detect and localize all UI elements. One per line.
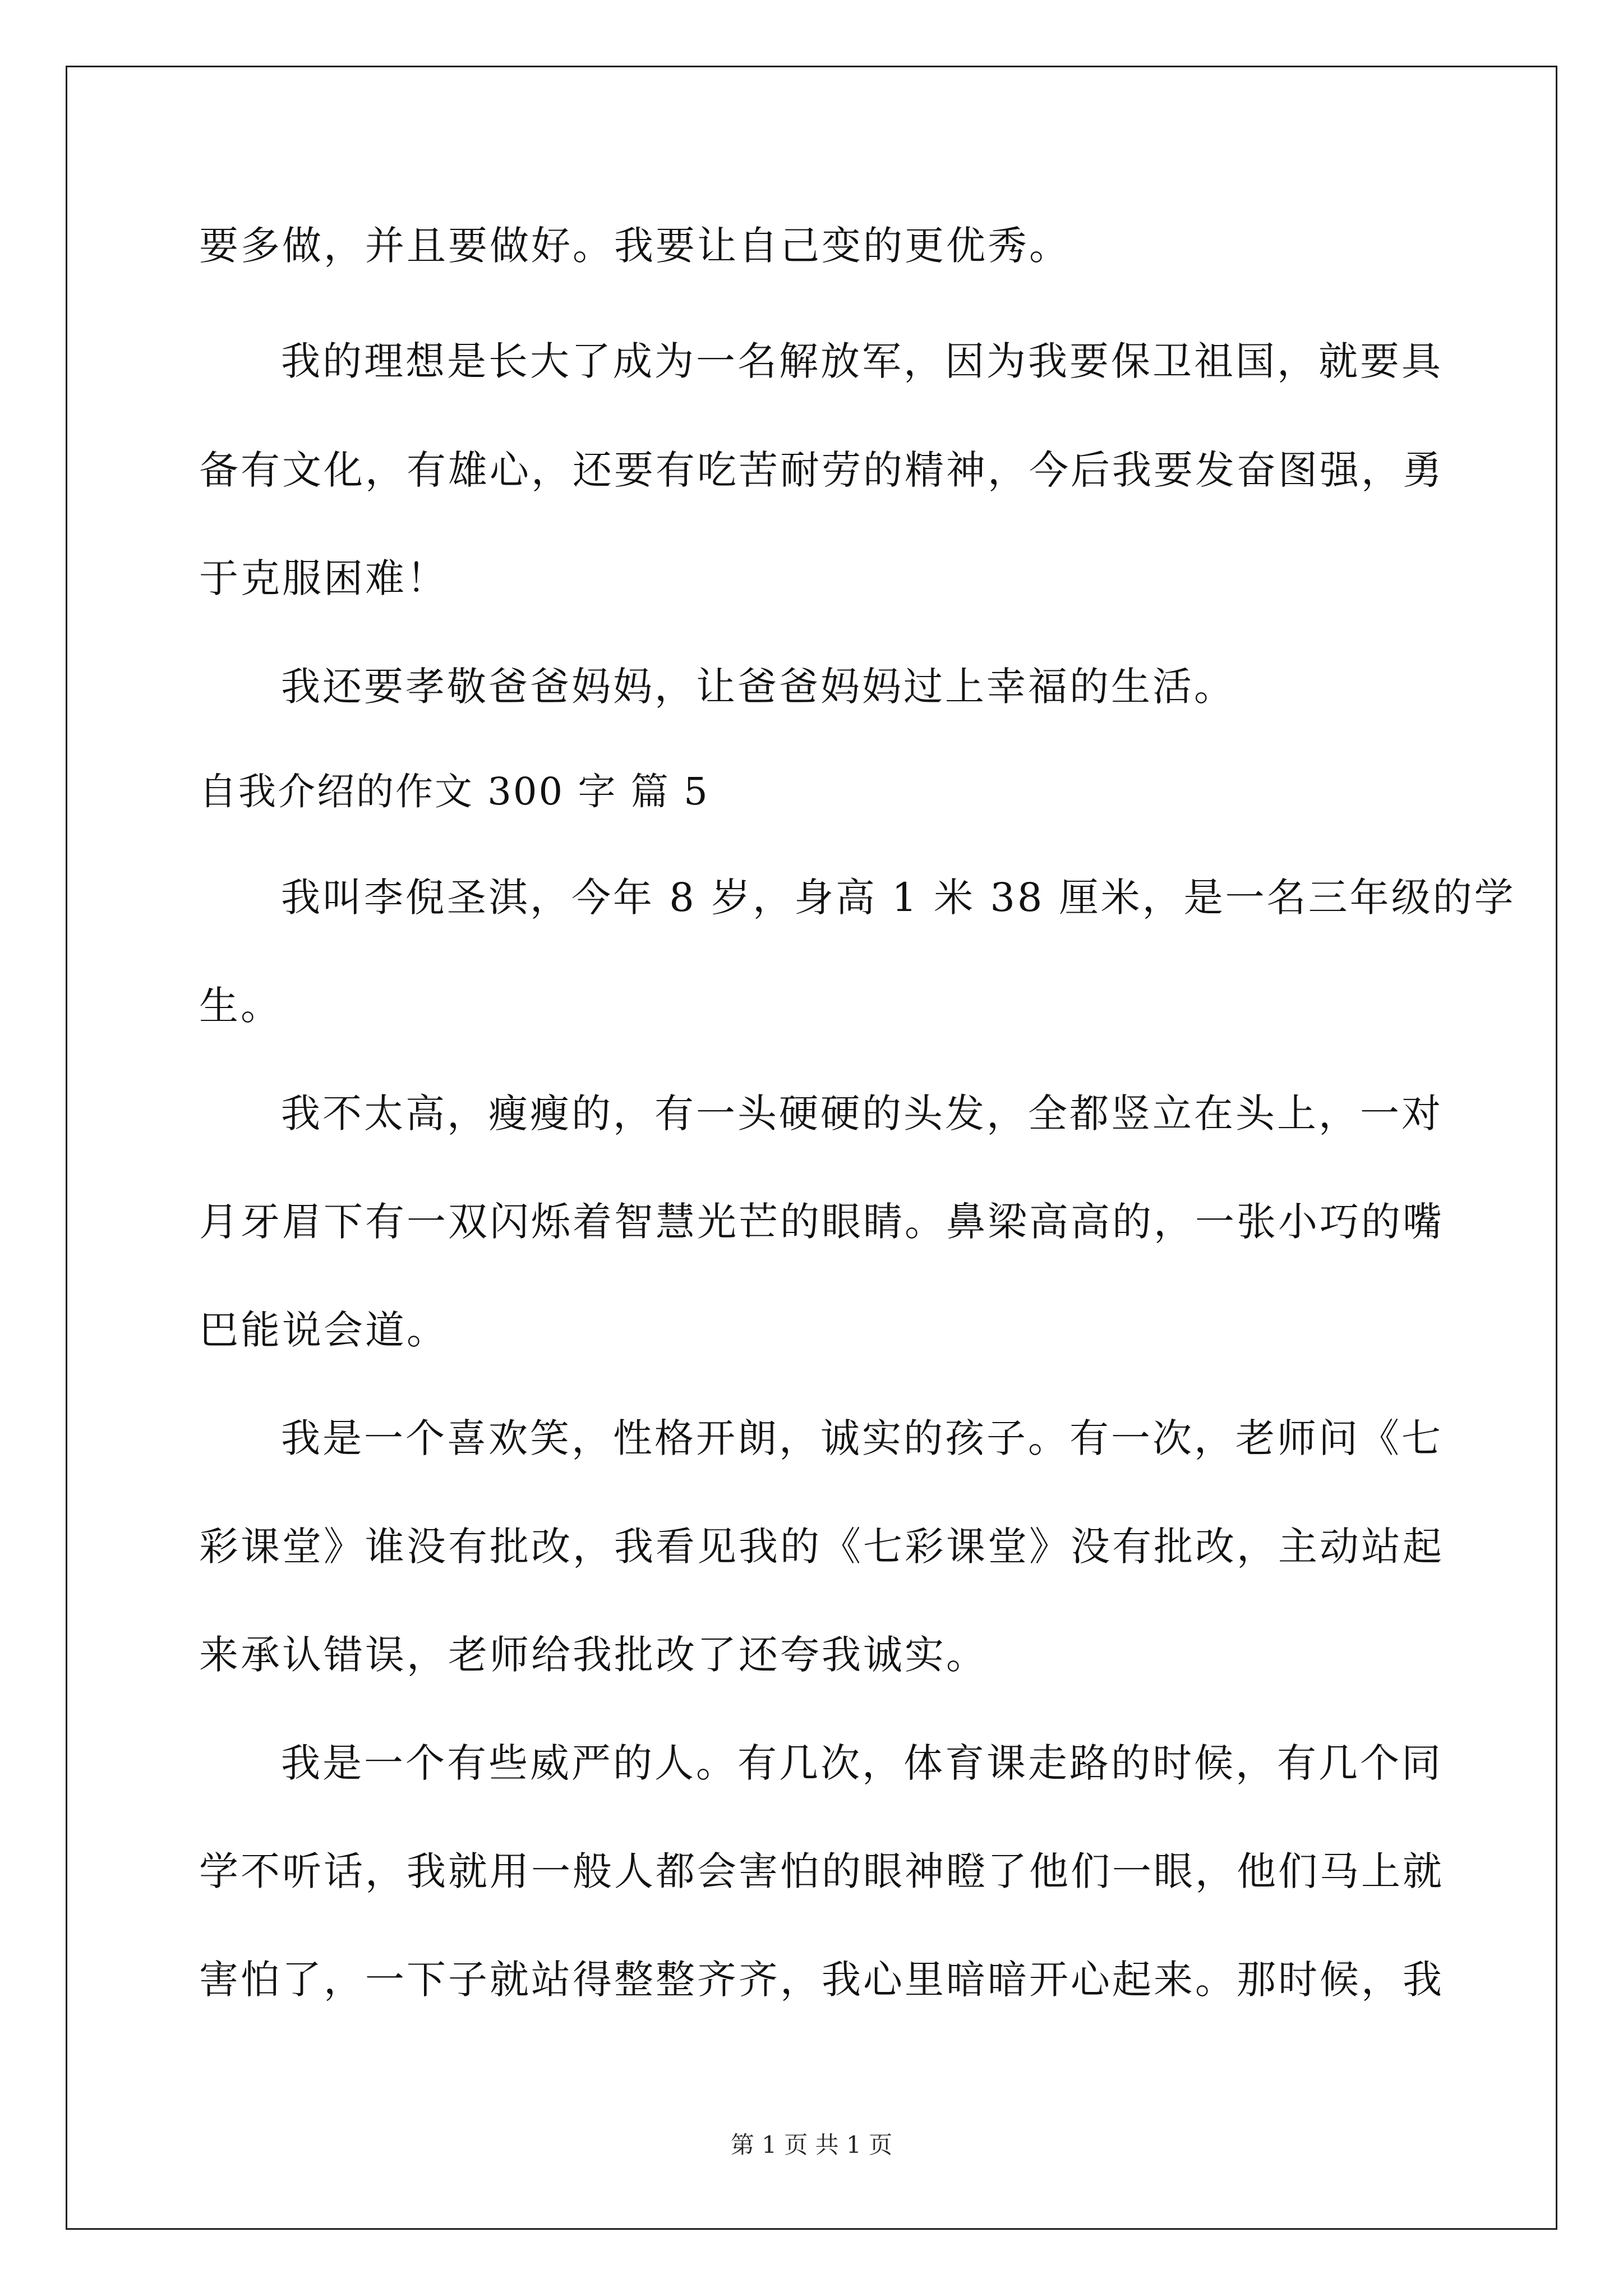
text-line: 于克服困难！	[199, 555, 448, 601]
text-line: 来承认错误，老师给我批改了还夸我诚实。	[199, 1632, 988, 1678]
text-line: 我不太高，瘦瘦的，有一头硬硬的头发，全都竖立在头上，一对	[281, 1091, 1443, 1137]
section-heading: 自我介绍的作文 300 字 篇 5	[199, 770, 709, 813]
text-line: 害怕了，一下子就站得整整齐齐，我心里暗暗开心起来。那时候，我	[199, 1957, 1444, 2003]
text-line: 我的理想是长大了成为一名解放军，因为我要保卫祖国，就要具	[281, 338, 1443, 384]
text-line: 生。	[199, 983, 282, 1029]
text-line: 我叫李倪圣淇，今年 8 岁，身高 1 米 38 厘米，是一名三年级的学	[281, 875, 1516, 921]
text-line: 备有文化，有雄心，还要有吃苦耐劳的精神，今后我要发奋图强，勇	[199, 447, 1444, 493]
text-line: 我是一个有些威严的人。有几次，体育课走路的时候，有几个同	[281, 1740, 1443, 1786]
text-line: 我还要孝敬爸爸妈妈，让爸爸妈妈过上幸福的生活。	[281, 664, 1235, 710]
text-line: 彩课堂》谁没有批改，我看见我的《七彩课堂》没有批改，主动站起	[199, 1524, 1444, 1570]
text-line: 学不听话，我就用一般人都会害怕的眼神瞪了他们一眼，他们马上就	[199, 1848, 1444, 1894]
text-line: 月牙眉下有一双闪烁着智慧光芒的眼睛。鼻梁高高的，一张小巧的嘴	[199, 1199, 1444, 1245]
page-number-footer: 第 1 页 共 1 页	[730, 2131, 893, 2159]
text-line: 我是一个喜欢笑，性格开朗，诚实的孩子。有一次，老师问《七	[281, 1415, 1443, 1461]
text-line: 巴能说会道。	[199, 1307, 448, 1353]
text-line: 要多做，并且要做好。我要让自己变的更优秀。	[199, 223, 1071, 269]
